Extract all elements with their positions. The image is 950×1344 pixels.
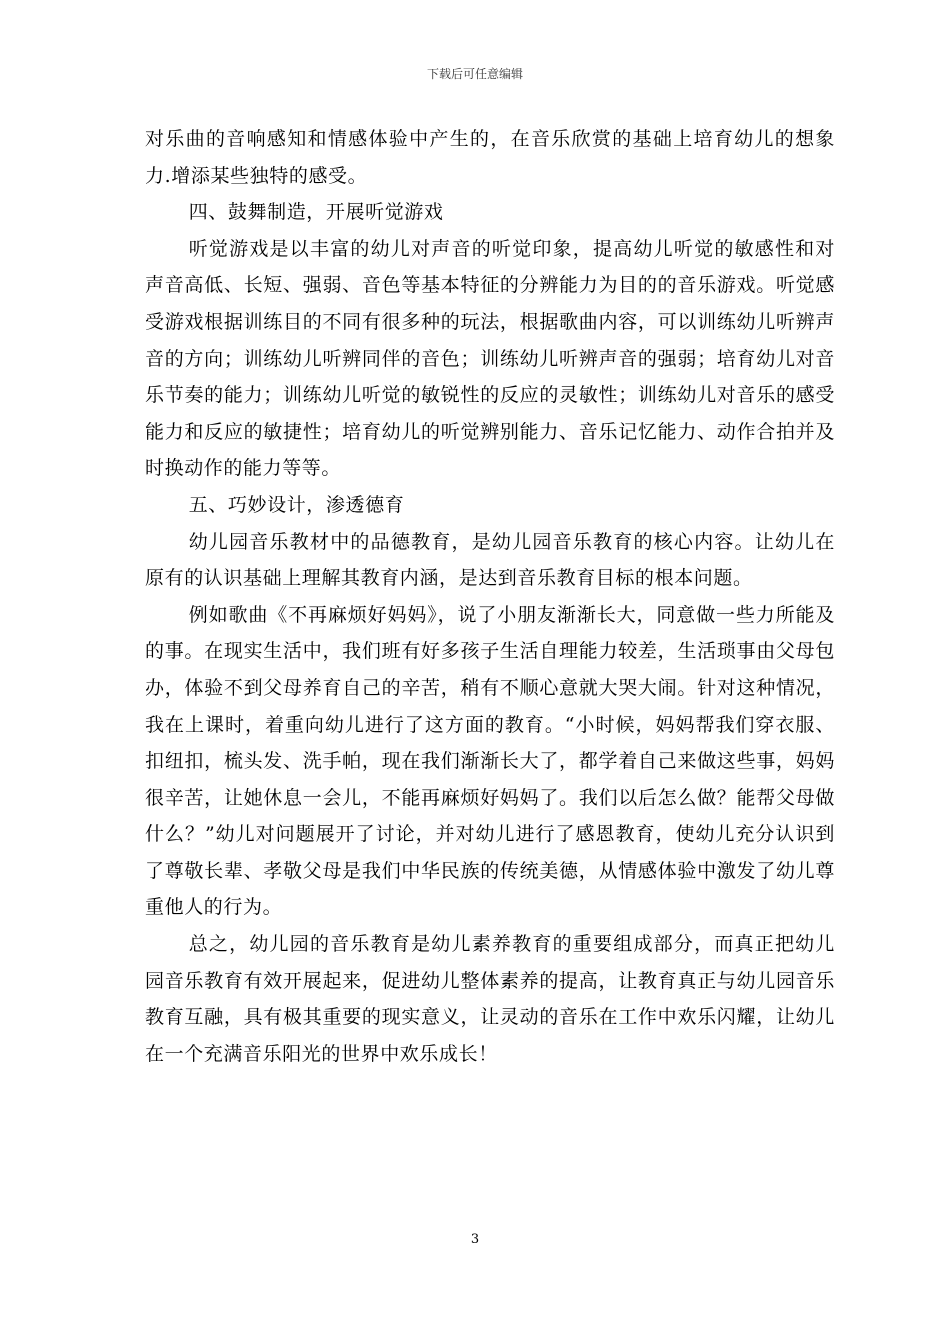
- paragraph-continuation: 对乐曲的音响感知和情感体验中产生的，在音乐欣赏的基础上培育幼儿的想象力.增添某些独特的感受。: [145, 128, 835, 187]
- page-header: 下载后可任意编辑: [426, 67, 523, 81]
- section-heading-5: 五、巧妙设计，渗透德育: [188, 493, 405, 516]
- paragraph-conclusion: 总之，幼儿园的音乐教育是幼儿素养教育的重要组成部分，而真正把幼儿园音乐教育有效开展起来，促进幼儿整体素养的提高，让教育真正与幼儿园音乐教育互融，具有极其重要的现实意义，让灵动的音乐在工作中欢乐闪耀，让幼儿在一个充满音乐阳光的世界中欢乐成长！: [145, 933, 835, 1065]
- page-number: 3: [470, 1232, 480, 1247]
- paragraph-moral-education: 幼儿园音乐教材中的品德教育，是幼儿园音乐教育的核心内容。让幼儿在原有的认识基础上理解其教育内涵，是达到音乐教育目标的根本问题。: [145, 530, 835, 590]
- section-heading-4: 四、鼓舞制造，开展听觉游戏: [188, 201, 444, 224]
- document-body: [145, 121, 835, 1072]
- paragraph-listening-games: 听觉游戏是以丰富的幼儿对声音的听觉印象，提高幼儿听觉的敏感性和对声音高低、长短、强弱、音色等基本特征的分辨能力为目的的音乐游戏。听觉感受游戏根据训练目的不同有很多种的玩法，根据歌曲内容，可以训练幼儿听辨声音的方向；训练幼儿听辨同伴的音色；训练幼儿听辨声音的强弱；培育幼儿对音乐节奏的能力；训练幼儿听觉的敏锐性的反应的灵敏性；训练幼儿对音乐的感受能力和反应的敏捷性；培育幼儿的听觉辨别能力、音乐记忆能力、动作合拍并及时换动作的能力等等。: [145, 237, 835, 480]
- paragraph-song-example: 例如歌曲《不再麻烦好妈妈》，说了小朋友渐渐长大，同意做一些力所能及的事。在现实生活中，我们班有好多孩子生活自理能力较差，生活琐事由父母包办，体验不到父母养育自己的辛苦，稍有不顺心意就大哭大闹。针对这种情况，我在上课时，着重向幼儿进行了这方面的教育。“小时候，妈妈帮我们穿衣服、扣纽扣，梳头发、洗手帕，现在我们渐渐长大了，都学着自己来做这些事，妈妈很辛苦，让她休息一会儿，不能再麻烦好妈妈了。我们以后怎么做？能帮父母做什么？”幼儿对问题展开了讨论，并对幼儿进行了感恩教育，使幼儿充分认识到了尊敬长辈、孝敬父母是我们中华民族的传统美德，从情感体验中激发了幼儿尊重他人的行为。: [145, 603, 835, 919]
